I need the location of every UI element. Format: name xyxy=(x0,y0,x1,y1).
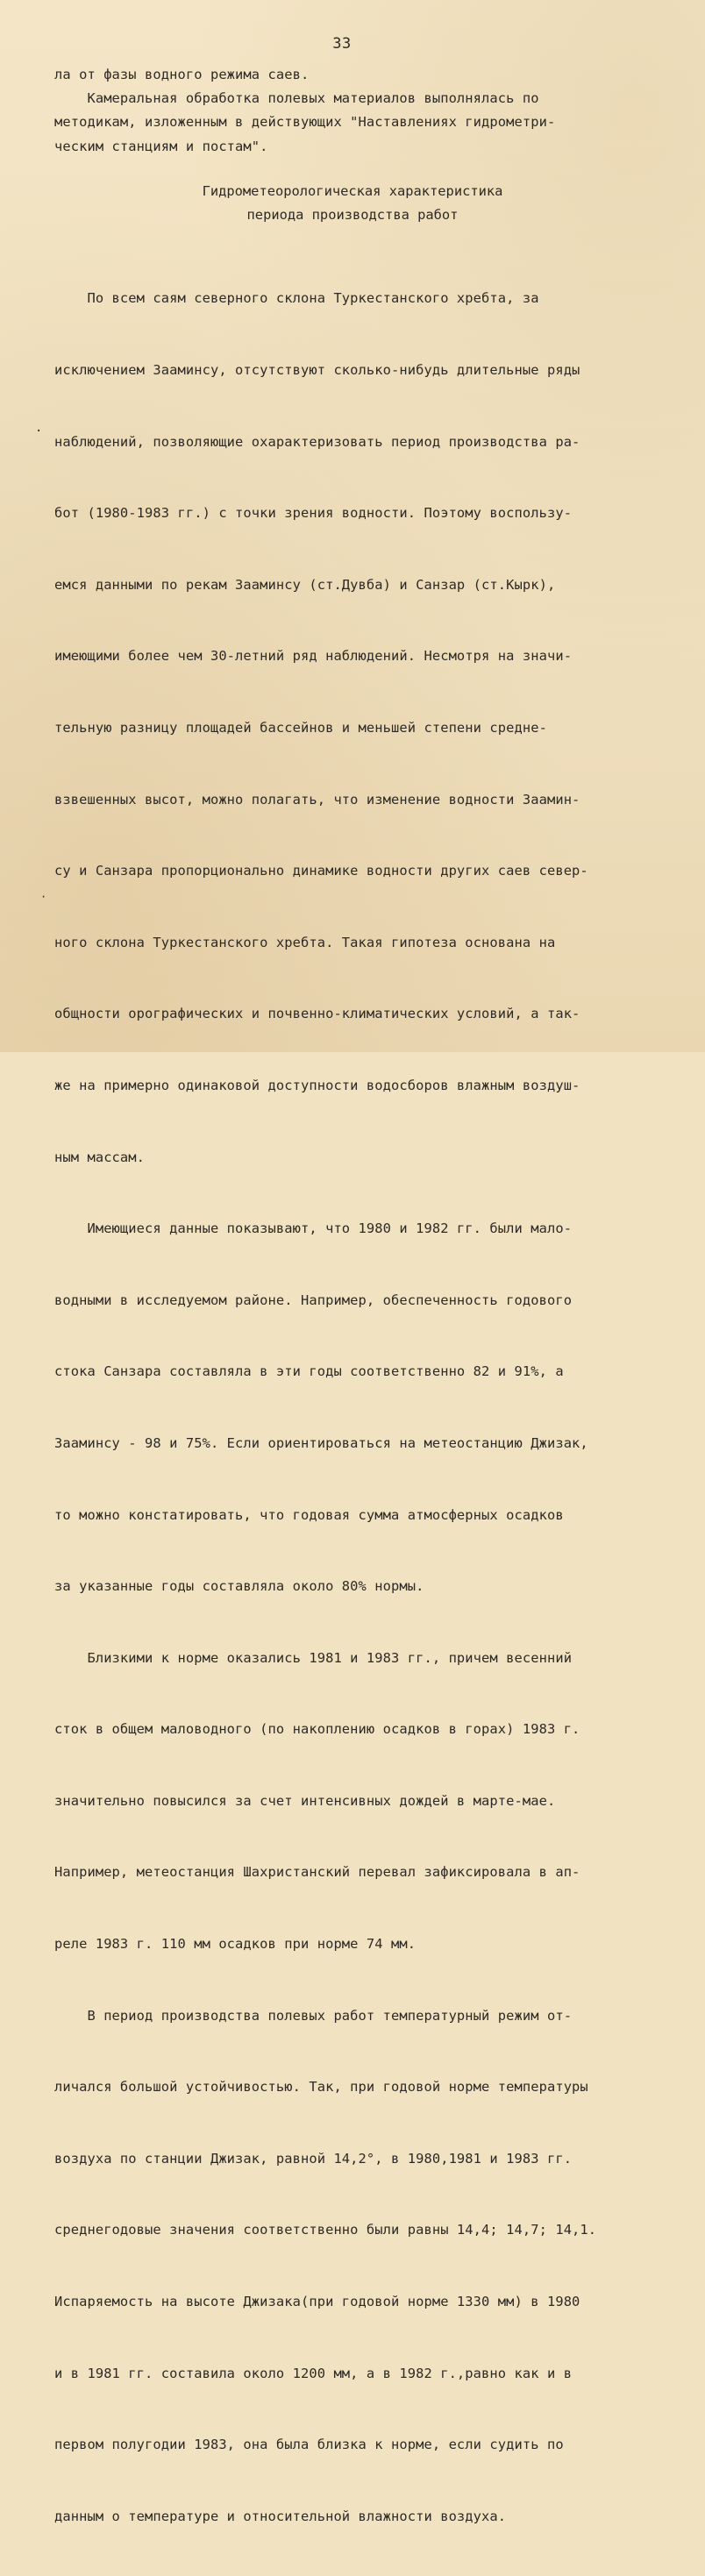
text-line: Например, метеостанция Шахристанский перевал зафиксировала в ап- xyxy=(54,1864,580,1881)
text-line: ным массам. xyxy=(54,1149,146,1165)
text-line: то можно констатировать, что годовая сумма атмосферных осадков xyxy=(54,1506,564,1523)
text-line: Имеющиеся данные показывают, что 1980 и 1982 гг. были мало- xyxy=(54,1220,573,1237)
text-line: сток в общем маловодного (по накоплению осадков в горах) 1983 г. xyxy=(54,1721,580,1738)
text-line: тельную разницу площадей бассейнов и меньшей степени средне- xyxy=(54,719,547,736)
text-line: первом полугодии 1983, она была близка к норме, если судить по xyxy=(54,2437,564,2453)
page-number: 33 xyxy=(332,35,352,53)
text-line: ного склона Туркестанского хребта. Такая гипотеза основана на xyxy=(54,934,556,950)
intro-paragraph xyxy=(54,63,668,159)
margin-dot-mark: · xyxy=(40,891,47,903)
text-line: В период производства полевых работ температурный режим от- xyxy=(54,2007,573,2024)
heading-line: Гидрометеорологическая характеристика xyxy=(202,183,503,199)
text-line: емся данными по рекам Зааминсу (ст.Дувба) и Санзар (ст.Кырк), xyxy=(54,576,556,593)
margin-dot-mark: · xyxy=(35,424,43,438)
text-line: и в 1981 гг. составила около 1200 мм, а в 1982 г.,равно как и в xyxy=(54,2365,573,2381)
text-line: наблюдений, позволяющие охарактеризовать период производства ра- xyxy=(54,433,580,450)
text-line: су и Санзара пропорционально динамике водности других саев север- xyxy=(54,863,588,879)
text-line: личался большой устойчивостью. Так, при годовой норме температуры xyxy=(54,2079,588,2096)
text-line: исключением Зааминсу, отсутствуют сколько-нибудь длительные ряды xyxy=(54,362,580,378)
text-line: ла от фазы водного режима саев. xyxy=(54,67,310,82)
text-line: стока Санзара составляла в эти годы соответственно 82 и 91%, а xyxy=(54,1363,564,1380)
text-line: воздуха по станции Джизак, равной 14,2°, в 1980,1981 и 1983 гг. xyxy=(54,2150,573,2167)
text-line: Испаряемость на высоте Джизака(при годовой норме 1330 мм) в 1980 xyxy=(54,2294,580,2310)
text-line: значительно повысился за счет интенсивных дождей в марте-мае. xyxy=(54,1792,556,1809)
text-line: же на примерно одинаковой доступности водосборов влажным воздуш- xyxy=(54,1077,580,1093)
text-line: методикам, изложенным в действующих "Наставлениях гидрометри- xyxy=(54,114,556,131)
text-line: имеющими более чем 30-летний ряд наблюдений. Несмотря на значи- xyxy=(54,648,573,665)
text-line: реле 1983 г. 110 мм осадков при норме 74 мм. xyxy=(54,1936,417,1953)
body-text xyxy=(54,239,668,2576)
text-line: Близкими к норме оказались 1981 и 1983 гг., причем весенний xyxy=(54,1649,573,1666)
section-heading xyxy=(0,180,705,227)
text-line: Зааминсу - 98 и 75%. Если ориентироваться на метеостанцию Джизак, xyxy=(54,1434,588,1451)
text-line: ческим станциям и постам". xyxy=(54,138,268,154)
text-line: водными в исследуемом районе. Например, обеспеченность годового xyxy=(54,1292,573,1308)
text-line: Камеральная обработка полевых материалов выполнялась по xyxy=(54,90,539,107)
heading-line: периода производства работ xyxy=(246,207,459,224)
text-line: По всем саям северного склона Туркестанского хребта, за xyxy=(54,290,539,307)
text-line: взвешенных высот, можно полагать, что изменение водности Заамин- xyxy=(54,791,580,808)
text-line: общности орографических и почвенно-климатических условий, а так- xyxy=(54,1006,580,1022)
text-line: за указанные годы составляла около 80% нормы. xyxy=(54,1578,424,1595)
text-line: бот (1980-1983 гг.) с точки зрения водности. Поэтому воспользу- xyxy=(54,505,573,522)
text-line: данным о температуре и относительной влажности воздуха. xyxy=(54,2508,507,2524)
text-line: среднегодовые значения соответственно были равны 14,4; 14,7; 14,1. xyxy=(54,2222,597,2238)
